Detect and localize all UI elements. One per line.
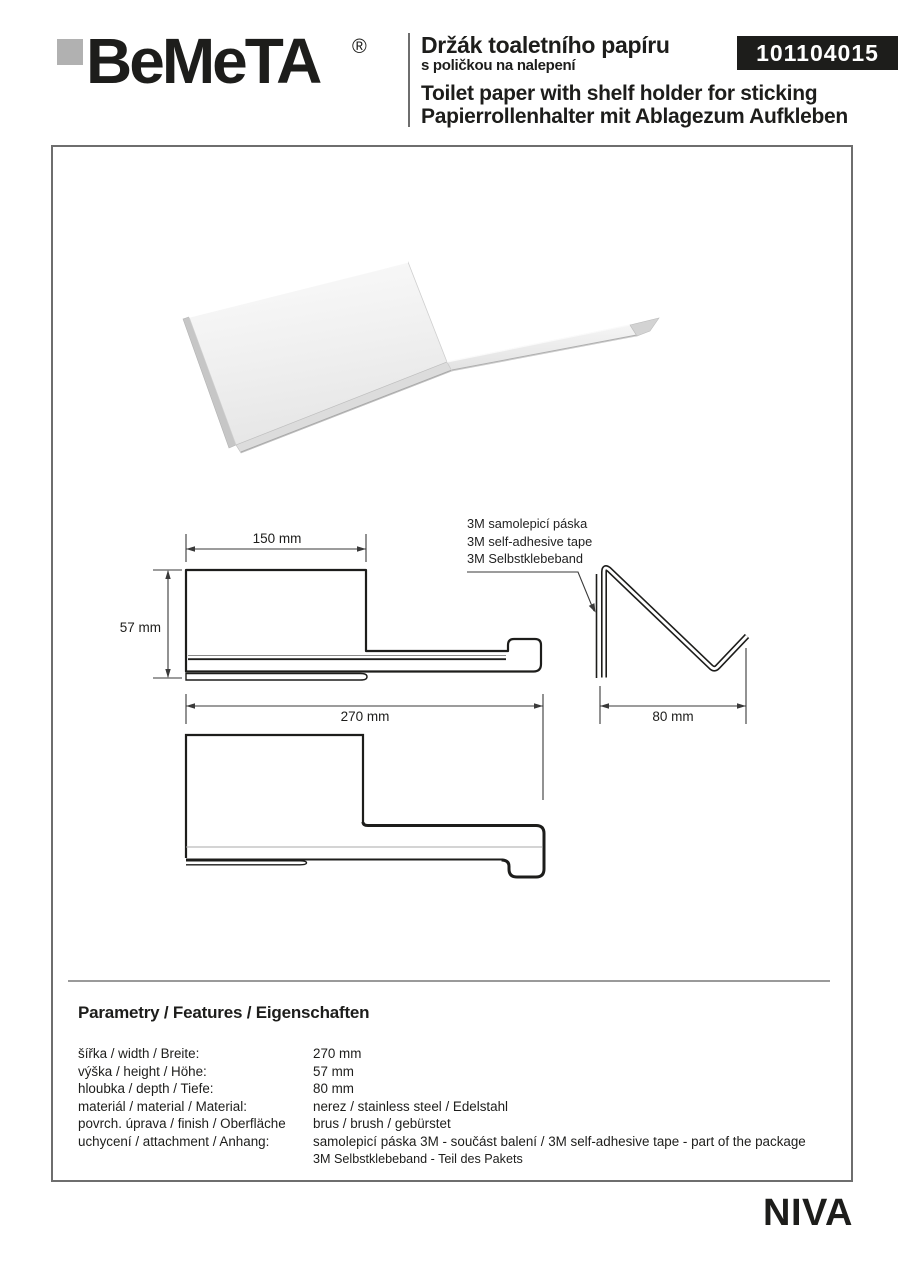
tape-note-en: 3M self-adhesive tape	[467, 534, 593, 549]
param-value-width: 270 mm	[313, 1046, 362, 1061]
table-row	[78, 1115, 838, 1133]
table-row	[78, 1151, 838, 1169]
table-row	[78, 1080, 838, 1098]
section-separator	[68, 980, 830, 982]
parameters-heading: Parametry / Features / Eigenschaften	[78, 1003, 370, 1022]
logo-square-mark	[57, 39, 83, 65]
param-value-attachment-cont: 3M Selbstklebeband - Teil des Pakets	[313, 1151, 523, 1166]
header-divider	[408, 33, 410, 127]
product-title-de: Papierrollenhalter mit Ablagezum Aufkleben	[421, 105, 848, 128]
param-value-attachment: samolepicí páska 3M - součást balení / 3M self-adhesive tape - part of the package	[313, 1133, 806, 1149]
product-code-badge: 101104015	[737, 36, 898, 70]
tape-note-de: 3M Selbstklebeband	[467, 551, 583, 566]
table-row	[78, 1045, 838, 1063]
parameters-section	[78, 1003, 838, 1168]
registered-trademark-icon: ®	[352, 36, 367, 58]
param-label-attachment: uchycení / attachment / Anhang:	[78, 1133, 270, 1149]
brand-logo: BeMeTA	[86, 25, 320, 97]
dim-label-80mm: 80 mm	[652, 709, 694, 724]
table-row	[78, 1098, 838, 1116]
product-title-en: Toilet paper with shelf holder for sticking	[421, 82, 818, 105]
param-value-depth: 80 mm	[313, 1081, 354, 1097]
param-label-attachment-cont	[78, 1151, 313, 1169]
parameters-table	[78, 1045, 838, 1168]
table-row	[78, 1133, 838, 1151]
param-label-height: výška / height / Höhe:	[78, 1063, 207, 1079]
param-label-depth: hloubka / depth / Tiefe:	[78, 1081, 214, 1097]
dim-label-57mm: 57 mm	[119, 620, 161, 635]
series-name: NIVA	[763, 1192, 853, 1234]
dim-label-270mm: 270 mm	[340, 709, 390, 724]
param-value-material: nerez / stainless steel / Edelstahl	[313, 1098, 509, 1114]
param-label-width: šířka / width / Breite:	[78, 1046, 200, 1061]
table-row	[78, 1063, 838, 1081]
tape-note-cs: 3M samolepicí páska	[467, 516, 588, 531]
param-label-material: materiál / material / Material:	[78, 1098, 247, 1114]
param-value-finish: brus / brush / gebürstet	[313, 1116, 451, 1132]
param-value-height: 57 mm	[313, 1063, 354, 1079]
param-label-finish: povrch. úprava / finish / Oberfläche	[78, 1116, 286, 1132]
dim-label-150mm: 150 mm	[252, 531, 302, 546]
product-title-cs: Držák toaletního papíru	[421, 32, 670, 58]
product-subtitle-cs: s poličkou na nalepení	[421, 57, 576, 74]
